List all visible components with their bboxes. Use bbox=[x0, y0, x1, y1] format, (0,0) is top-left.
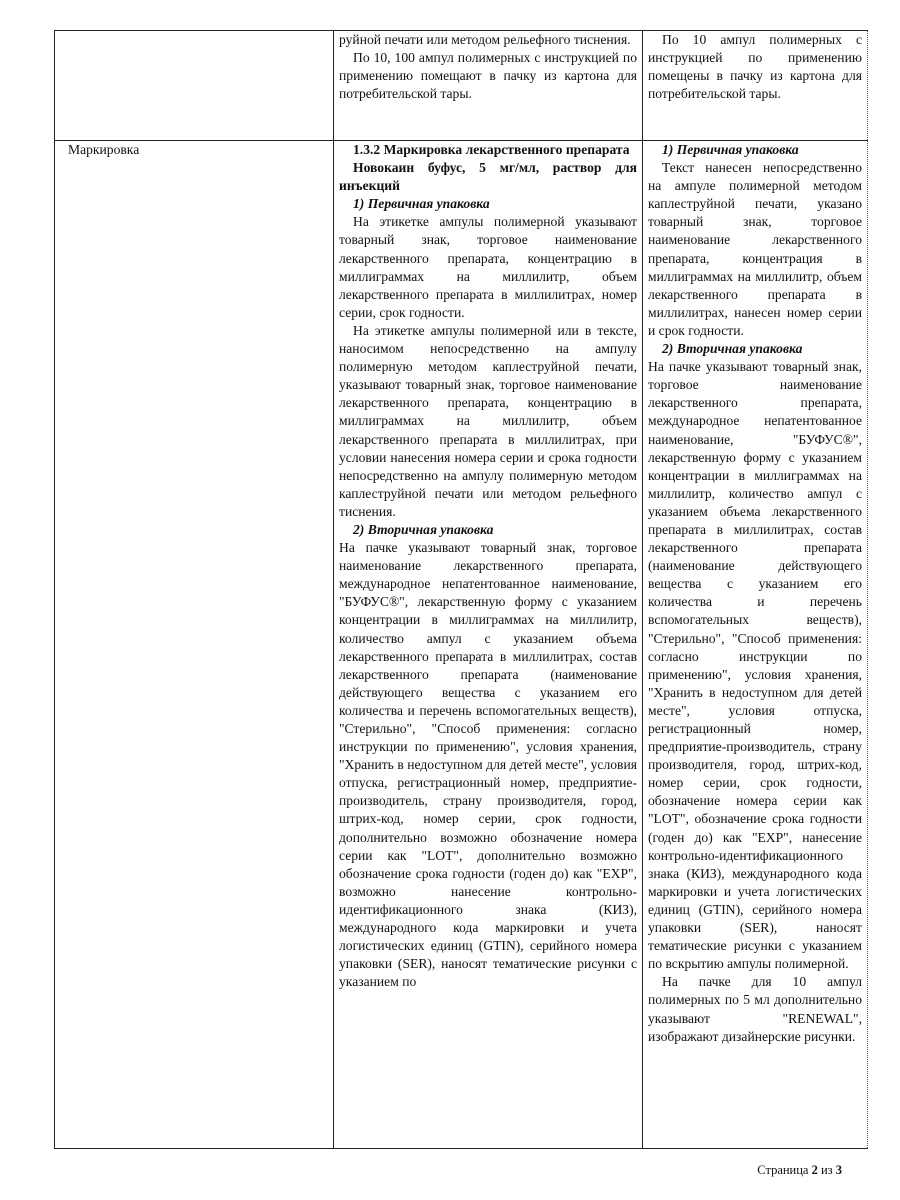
section-heading: 2) Вторичная упаковка bbox=[662, 341, 803, 357]
table-row-marking bbox=[55, 141, 868, 1149]
proposed-text-cell bbox=[334, 31, 643, 141]
table-row-packaging bbox=[55, 31, 868, 141]
section-heading: 1.3.2 Маркировка лекарственного препарата bbox=[353, 142, 630, 157]
reviewed-text-cell bbox=[643, 31, 868, 141]
paragraph: По 10 ампул полимерных с инструкцией по применению помещены в пачку из картона для потребительской тары. bbox=[648, 32, 862, 102]
document-table bbox=[54, 30, 868, 1149]
section-heading: 2) Вторичная упаковка bbox=[353, 521, 494, 537]
section-heading: 1) Первичная упаковка bbox=[353, 196, 490, 212]
paragraph: На этикетке ампулы полимерной указывают товарный знак, торговое наименование лекарственного препарата, концентрацию в миллиграммах на миллилитр, объем лекарственного препарата в миллилитрах, номер серии, срок годности. bbox=[339, 214, 637, 320]
page-number-prefix: Страница bbox=[757, 1163, 812, 1177]
row-label-cell bbox=[55, 141, 334, 1149]
paragraph: На пачке для 10 ампул полимерных по 5 мл дополнительно указывают "RENEWAL", изображают дизайнерские рисунки. bbox=[648, 974, 862, 1044]
paragraph: На пачке указывают товарный знак, торговое наименование лекарственного препарата, международное непатентованное наименование, "БУФУС®", лекарственную форму с указанием концентрации в миллиграммах на миллилитр, количество ампул с указанием объема лекарственного препарата в миллилитрах, состав лекарственного препарата (наименование действующего вещества с указанием его количества и перечень вспомогательных веществ), "Стерильно", "Способ применения: согласно инструкции по применению", условия хранения, "Хранить в недоступном для детей месте", условия отпуска, регистрационный номер, предприятие-производитель, страну производителя, город, штрих-код, номер серии, срок годности, дополнительно возможно обозначение номера серии как "LOT", дополнительно возможно обозначение срока годности (годен до) как "EXP", возможно нанесение контрольно-идентификационного знака (КИЗ), международного кода маркировки и учета логистических единиц (GTIN), серийного номера упаковки (SER), наносят тематические рисунки с указанием по bbox=[339, 540, 637, 990]
paragraph: На этикетке ампулы полимерной или в тексте, наносимом непосредственно на ампулу полимерную методом каплеструйной печати, указывают товарный знак, торговое наименование лекарственного препарата, концентрацию в миллиграммах на миллилитр, объем лекарственного препарата в миллилитрах, при условии нанесения номера серии и срока годности непосредственно на ампулу полимерную методом каплеструйной печати или методом рельефного тиснения. bbox=[339, 322, 637, 519]
paragraph-list bbox=[648, 31, 862, 103]
row-label-cell bbox=[55, 31, 334, 141]
current-page: 2 bbox=[811, 1163, 818, 1177]
section-heading: Новокаин буфус, 5 мг/мл, раствор для инъекций bbox=[339, 160, 637, 194]
page-number-middle: из bbox=[817, 1163, 836, 1177]
proposed-text-cell bbox=[334, 141, 643, 1149]
paragraph: На пачке указывают товарный знак, торговое наименование лекарственного препарата, международное непатентованное наименование, "БУФУС®", лекарственную форму с указанием концентрации в миллиграммах на миллилитр, количество ампул с указанием объема лекарственного препарата в миллилитрах, состав лекарственного препарата (наименование действующего вещества с указанием его количества и перечень вспомогательных веществ), "Стерильно", "Способ применения: согласно инструкции по применению", условия хранения, "Хранить в недоступном для детей месте", условия отпуска, регистрационный номер, предприятие-производитель, страну производителя, город, штрих-код, номер серии, срок годности, обозначение номера серии как "LOT", обозначение срока годности (годен до) как "EXP", нанесение контрольно-идентификационного знака (КИЗ), международного кода маркировки и учета логистических единиц (GTIN), серийного номера упаковки (SER), наносят тематические рисунки с указанием по вскрытию ампулы полимерной. bbox=[648, 359, 862, 972]
page-number bbox=[757, 1163, 842, 1178]
paragraph: Текст нанесен непосредственно на ампуле полимерной методом каплеструйной печати, указано товарный знак, торговое наименование лекарственного препарата, концентрация в миллиграммах на миллилитр, объем лекарственного препарата в миллилитрах, нанесен номер серии и срок годности. bbox=[648, 160, 862, 338]
paragraph-list bbox=[339, 31, 637, 103]
section-heading: 1) Первичная упаковка bbox=[662, 142, 799, 157]
paragraph-list bbox=[339, 141, 637, 991]
paragraph: По 10, 100 ампул полимерных с инструкцией по применению помещают в пачку из картона для потребительской тары. bbox=[339, 50, 637, 102]
row-label: Маркировка bbox=[68, 142, 140, 157]
total-pages: 3 bbox=[835, 1163, 842, 1177]
paragraph-list bbox=[648, 141, 862, 1046]
reviewed-text-cell bbox=[643, 141, 868, 1149]
paragraph: руйной печати или методом рельефного тиснения. bbox=[339, 32, 631, 47]
